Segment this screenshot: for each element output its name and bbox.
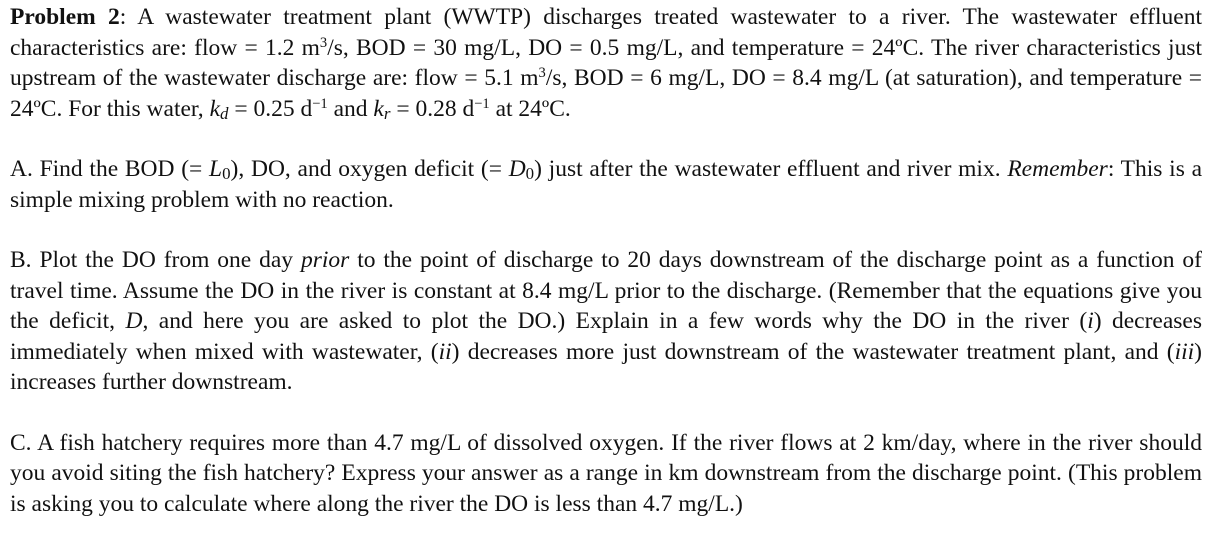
problem-label: Problem 2 [10, 4, 120, 30]
problem-statement: Problem 2: A wastewater treatment plant (WWTP) discharges treated wastewater to a river. The wastewater effluent characteristics are: flow = 1.2 $m^3/s$, BOD = 30 mg/L, DO = 0.5 mg/L, and temperature = 24ºC. The river characteristics just upstream of the wastewater discharge are: flow = 5.1 $m^3/s$, BOD = 6 mg/L, DO = 8.4 mg/L (at saturation), and temperature = 24ºC. For this water, $k_d = 0.25$ $d^{-1}$ and $k_r = 0.28$ $d^{-1}$ at 24ºC. [10, 4, 1202, 123]
part-b: B. Plot the DO from one day prior to the point of discharge to 20 days downstream of the discharge point as a function of travel time. Assume the DO in the river is constant at 8.4 mg/L prior to the discharge. (Remember that the equations give you the deficit, D, and here you are asked to plot the DO.) Explain in a few words why the DO in the river (i) decreases immediately when mixed with wastewater, (ii) decreases more just downstream of the wastewater treatment plant, and (iii) increases further downstream. [10, 247, 1203, 395]
part-a: A. Find the BOD (= $L_0$), DO, and oxygen deficit (= $D_0$) just after the wastewater effluent and river mix. Remember: This is a simple mixing problem with no reaction. [10, 156, 1203, 213]
part-c: C. A fish hatchery requires more than 4.7 mg/L of dissolved oxygen. If the river flows at 2 km/day, where in the river should you avoid siting the fish hatchery? Express your answer as a range in km downstream from the discharge point. (This problem is asking you to calculate where along the river the DO is less than 4.7 mg/L.) [10, 429, 1202, 517]
